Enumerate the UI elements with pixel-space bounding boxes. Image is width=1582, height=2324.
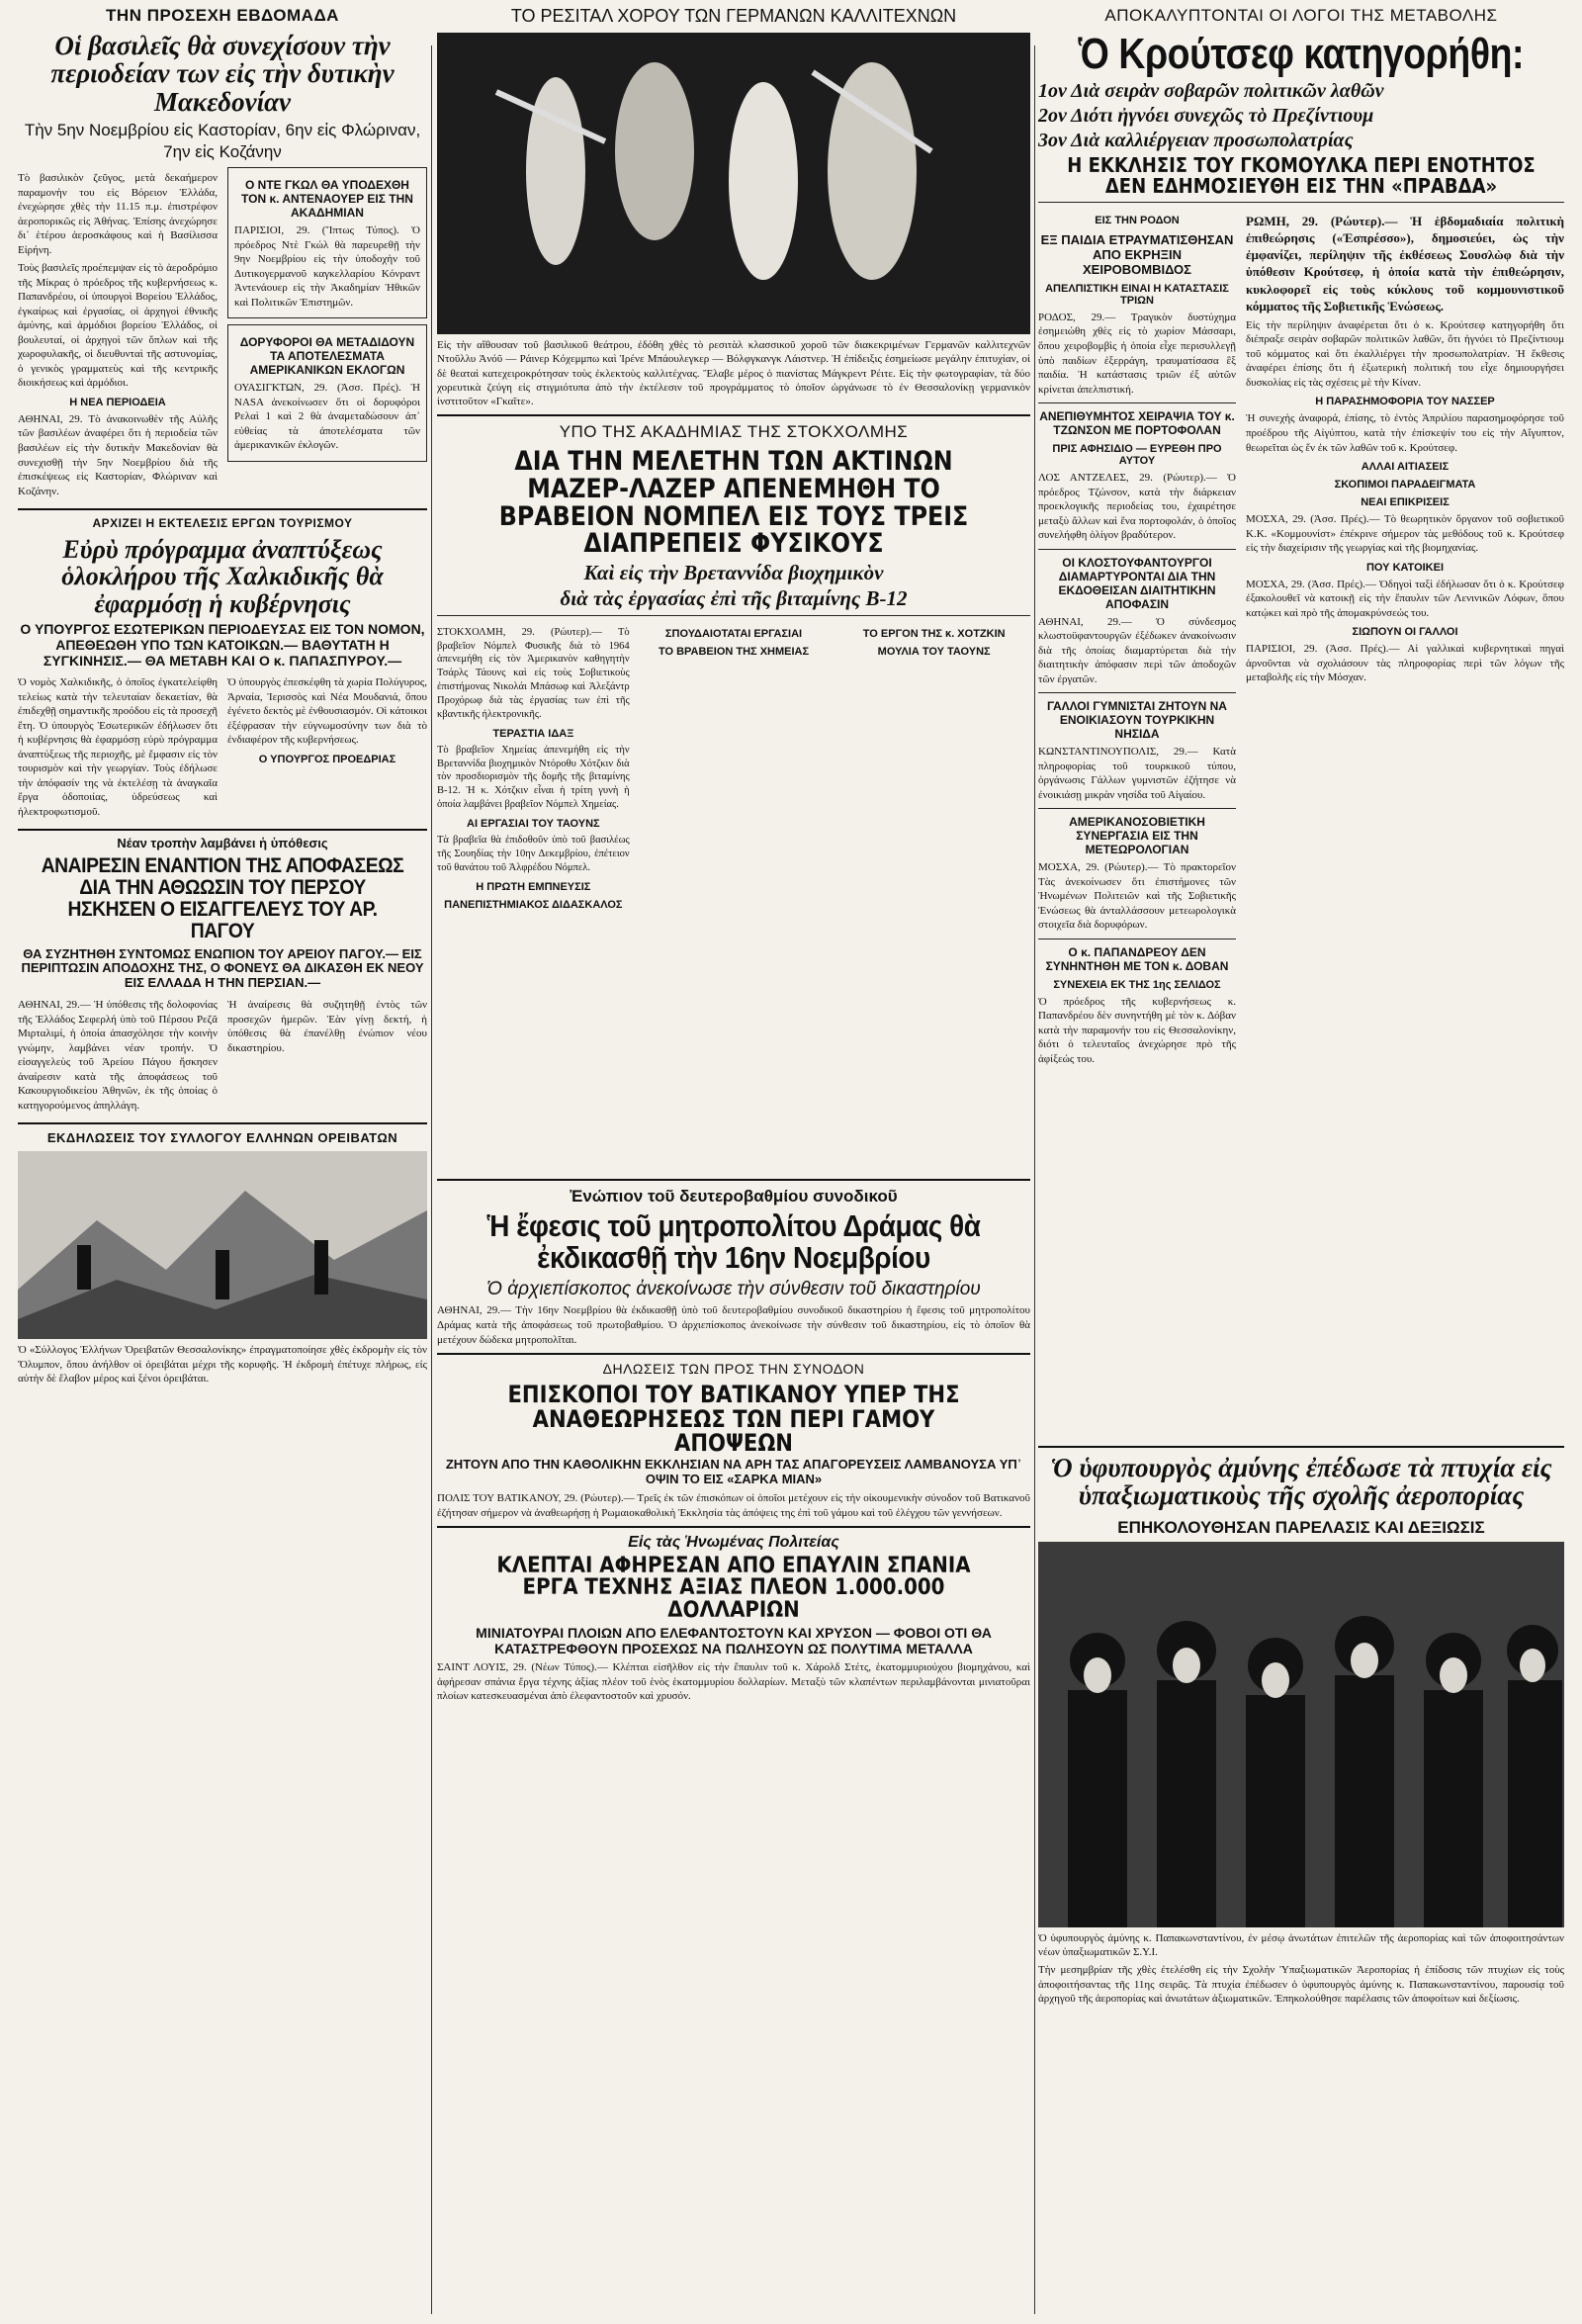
rhodes-title: ΕΙΣ ΤΗΝ ΡΟΔΟΝ [1095,214,1180,226]
residence-text: ΜΟΣΧΑ, 29. (Ἀσσ. Πρές).— Ὁδηγοὶ ταξὶ ἐδήλωσαν ὅτι ὁ κ. Κρούτσεφ ἐξακολουθεῖ νὰ κατοικῇ εἰς τὴν ἔπαυλιν τῶν Λενινικῶν Λόφων, ὅπου κατῴκει καὶ πρὸ τῆς ἀπομακρύνσεώς του. [1246,578,1564,619]
khrushchev-section-title: Η ΠΑΡΑΣΗΜΟΦΟΡΙΑ ΤΟΥ ΝΑΣΣΕΡ [1315,396,1495,408]
theft-kicker: Εἰς τὰς Ἡνωμένας Πολιτείας [628,1534,839,1552]
nobel-text-1: ΣΤΟΚΧΟΛΜΗ, 29. (Ρώυτερ).— Τὸ βραβεῖον Νόμπελ Φυσικῆς διὰ τὸ 1964 ἀπενεμήθη εἰς τὸν Ἀμερικανὸν καθηγητὴν Τσάρλς Τάουνς καὶ εἰς τοὺς Σοβιετικοὺς ἐπιστήμονας Νικολάι Μπάσωφ καὶ Ἀλεξάντρ Προχόρωφ διὰ τὰς ἐργασίας των ἐπὶ τῆς κβαντικῆς ἠλεκτρονικῆς. [437,626,630,720]
khrushchev-section-title: ΣΙΩΠΟΥΝ ΟΙ ΓΑΛΛΟΙ [1352,626,1458,639]
johnson-title: ΑΝΕΠΙΘΥΜΗΤΟΣ ΧΕΙΡΑΨΙΑ ΤΟΥ κ. ΤΖΩΝΣΟΝ ΜΕ ΠΟΡΤΟΦΟΛΑΝ [1039,409,1235,438]
gomulka-deck: Η ΕΚΚΛΗΣΙΣ ΤΟΥ ΓΚΟΜΟΥΛΚΑ ΠΕΡΙ ΕΝΟΤΗΤΟΣ ΔΕΝ ΕΔΗΜΟΣΙΕΥΘΗ ΕΙΣ ΤΗΝ «ΠΡΑΒΔΑ» [1067,153,1536,198]
khrushchev-kicker: ΑΠΟΚΑΛΥΠΤΟΝΤΑΙ ΟΙ ΛΟΓΟΙ ΤΗΣ ΜΕΤΑΒΟΛΗΣ [1104,6,1498,25]
khrushchev-lead: ΡΩΜΗ, 29. (Ρώυτερ).— Ἡ ἑβδομαδιαία πολιτικὴ ἐπιθεώρησις («Ἐσπρέσσο»), δημοσιεύει, ὡς τὴν ἐμφανίζει, περίληψιν τῆς ἐκθέσεως Σουσλὼφ διὰ τὴν ὑπόθεσιν Κρούτσεφ, ἡ ὁποία κατὰ τὴν ἐπιθεώρησιν, κυκλοφορεῖ εἰς τοὺς κύκλους τοῦ κομμουνιστικοῦ κόμματος τῆς Σοβιετικῆς Ἑνώσεως. [1246,213,1564,313]
meteorology-text: ΜΟΣΧΑ, 29. (Ρώυτερ).— Τὸ πρακτορεῖον Τὰς ἀνεκοίνωσεν ὅτι ἐπιστήμονες τῶν Ἡνωμένων Πολιτειῶν καὶ τῆς Σοβιετικῆς Ἑνώσεως θὰ ἀνταλλάσσουν μετεωρολογικὰ στοιχεῖα διὰ δορυφόρων. [1038,861,1236,932]
vatican-kicker: ΔΗΛΩΣΕΙΣ ΤΩΝ ΠΡΟΣ ΤΗΝ ΣΥΝΟΔΟΝ [602,1361,865,1378]
vatican-headline: ΕΠΙΣΚΟΠΟΙ ΤΟΥ ΒΑΤΙΚΑΝΟΥ ΥΠΕΡ ΤΗΣ ΑΝΑΘΕΩΡΗΣΕΩΣ ΤΩΝ ΠΕΡΙ ΓΑΜΟΥ ΑΠΟΨΕΩΝ [507,1381,960,1457]
textile-title: ΟΙ ΚΛΟΣΤΟΥΦΑΝΤΟΥΡΓΟΙ ΔΙΑΜΑΡΤΥΡΟΝΤΑΙ ΔΙΑ ΤΗΝ ΕΚΔΟΘΕΙΣΑΝ ΔΙΑΙΤΗΤΙΚΗΝ ΑΠΟΦΑΣΙΝ [1058,555,1216,611]
chalkidiki-text: Ὁ νομὸς Χαλκιδικῆς, ὁ ὁποῖος ἐγκατελείφθη τελείως κατὰ τὴν τελευταίαν δεκαετίαν, θὰ ἐπιδεχθῇ σημαντικῆς προόδου εἰς τὰ προσεχῆ ἔτη. Ὁ ὑπουργὸς Ἐσωτερικῶν ἐδήλωσεν ὅτι ἡ κυβέρνησις θὰ ἐφαρμόσῃ εὐρὺ πρόγραμμα ἀναπτύξεως τῆς περιοχῆς, μὲ ἔμφασιν εἰς τὸν τουρισμὸν καὶ τὴν γεωργίαν. Τοὺς ἐδήλωσε τὴν ἀπόφασίν της νὰ ἐκτελέσῃ τὰ ἀναγκαῖα ἔργα ὁδοποιίας, ὑδρεύσεως καὶ ἡλεκτροφωτισμοῦ. [18,676,218,818]
column-rule [431,45,432,2314]
papandreou-text: Ὁ πρόεδρος τῆς κυβερνήσεως κ. Παπανδρέου δὲν συνηντήθη μὲ τὸν κ. Δόβαν κατὰ τὴν παραμονήν του εἰς Θεσσαλονίκην, διότι ὁ τελευταῖος ἀνεχώρησε πρὸ τῆς ἀφίξεώς του. [1038,995,1236,1065]
johnson-text: ΛΟΣ ΑΝΤΖΕΛΕΣ, 29. (Ρώυτερ).— Ὁ πρόεδρος Τζώνσον, κατὰ τὴν διάρκειαν προεκλογικῆς περιοδείας του, ἐχαιρέτησε μεταξὺ ἄλλων καὶ ἕνα πορτοφολάν, ὁ ὁποῖος συνελήφθη ὀλίγον βραδύτερον. [1038,472,1236,542]
nudists-title: ΓΑΛΛΟΙ ΓΥΜΝΙΣΤΑΙ ΖΗΤΟΥΝ ΝΑ ΕΝΟΙΚΙΑΣΟΥΝ ΤΟΥΡΚΙΚΗΝ ΝΗΣΙΔΑ [1047,699,1227,742]
air-force-block [1038,1440,1564,2011]
nobel-headline: ΔΙΑ ΤΗΝ ΜΕΛΕΤΗΝ ΤΩΝ ΑΚΤΙΝΩΝ ΜΑΖΕΡ-ΛΑΖΕΡ ΑΠΕΝΕΜΗΘΗ ΤΟ ΒΡΑΒΕΙΟΝ ΝΟΜΠΕΛ ΕΙΣ ΤΟΥΣ ΤΡΕΙΣ ΔΙΑΠΡΕΠΕΙΣ ΦΥΣΙΚΟΥΣ [498,446,969,560]
chalkidiki-headline: Εὐρὺ πρόγραμμα ἀναπτύξεως ὁλοκλήρου τῆς Χαλκιδικῆς θὰ ἐφαρμόσῃ ἡ κυβέρνησις [61,535,384,618]
center-column [437,6,1030,1703]
synod-kicker: Ἐνώπιον τοῦ δευτεροβαθμίου συνοδικοῦ [570,1187,898,1206]
chalkidiki-text-2: Ὁ ὑπουργὸς ἐπεσκέφθη τὰ χωρία Πολύγυρος, Ἀρναία, Ἱερισσὸς καὶ Νέα Μουδανιά, ὅπου ἐγένετο δεκτὸς μὲ ἐνθουσιασμόν. Οἱ κάτοικοι ἐξέφρασαν τὴν εὐγνωμοσύνην των διὰ τὸ ἐνδιαφέρον τῆς κυβερνήσεως. [227,676,427,747]
air-force-band: ΕΠΗΚΟΛΟΥΘΗΣΑΝ ΠΑΡΕΛΑΣΙΣ ΚΑΙ ΔΕΞΙΩΣΙΣ [1117,1517,1485,1537]
nasser-text: Ἡ συνεχὴς ἀναφορά, ἐπίσης, τὸ ἐντὸς Ἀπριλίου παρασημοφόρησε τοῦ προέδρου τῆς Αἰγύπτου, κατὰ τὴν ἐπίσκεψίν του εἰς τὴν Αἴγυπτον, θεωρεῖται ὡς ἕν ἐκ τῶν λαθῶν τοῦ κ. Κρούτσεφ. [1246,412,1564,454]
appeal-text: ΑΘΗΝΑΙ, 29.— Ἡ ὑπόθεσις τῆς δολοφονίας τῆς Ἑλλάδος Σεφερλή ὑπὸ τοῦ Πέρσου Ρεζᾶ Μιρταλιμί, ἡ ὁποία ἀπασχόλησε τὴν κοινὴν γνώμην, λαμβάνει νέαν τροπήν. Ὁ εἰσαγγελεὺς τοῦ Ἀρείου Πάγου ἤσκησεν ἀναίρεσιν κατὰ τῆς ἀποφάσεως τοῦ Κακουργιοδικείου Ἀθηνῶν, ἐκ τῆς ὁποίας ὁ κατηγορούμενος ἀπηλλάγη. [18,999,218,1112]
satellites-text: ΟΥΑΣΙΓΚΤΩΝ, 29. (Ἀσσ. Πρές). Ἡ NASA ἀνεκοίνωσεν ὅτι οἱ δορυφόροι Ρελαὶ 1 καὶ 2 θὰ ἀναμεταδώσουν ἀπ᾽ εὐθείας τὰ ἀποτελέσματα τῶν ἀμερικανικῶν ἐκλογῶν. [234,382,420,452]
nudists-text: ΚΩΝΣΤΑΝΤΙΝΟΥΠΟΛΙΣ, 29.— Κατὰ πληροφορίας τοῦ τουρκικοῦ τύπου, ὀργάνωσις Γάλλων γυμνιστῶν ἐζήτησε νὰ ἐνοικιάσῃ μικρὰν νησίδα τοῦ Αἰγαίου. [1038,746,1236,801]
khrushchev-charge-2: 2ον Διότι ἠγνόει συνεχῶς τὸ Πρεζίντιουμ [1038,105,1374,128]
nobel-section-title: ΤΟ ΒΡΑΒΕΙΟΝ ΤΗΣ ΧΗΜΕΙΑΣ [658,645,810,658]
climbers-text: Ὁ «Σύλλογος Ἑλλήνων Ὀρειβατῶν Θεσσαλονίκης» ἐπραγματοποίησε χθὲς ἐκδρομὴν εἰς τὸν Ὄλυμπον, ὅπου ἀνήλθον οἱ ὀρειβάται μέχρι τῆς κορυφῆς. Ἡ ἐκδρομὴ ἐπέτυχε πλήρως, εἰς αὐτὴν δὲ ἔλαβον μέρος καὶ ξένοι ὀρειβάται. [18,1344,427,1385]
chalkidiki-kicker: ΑΡΧΙΖΕΙ Η ΕΚΤΕΛΕΣΙΣ ΕΡΓΩΝ ΤΟΥΡΙΣΜΟΥ [92,516,353,531]
air-force-headline: Ὁ ὑφυπουργὸς ἀμύνης ἐπέδωσε τὰ πτυχία εἰς ὑπαξιωματικοὺς τῆς σχολῆς ἀεροπορίας [1050,1453,1552,1511]
dance-photo-caption: Εἰς τὴν αἴθουσαν τοῦ βασιλικοῦ θεάτρου, ἐδόθη χθὲς τὸ ρεσιτὰλ κλασσικοῦ χοροῦ τῶν διακεκριμένων Γερμανῶν καλλιτεχνῶν Ντοῦλλυ Ἀνόῦ — Ράινερ Κόχεμμπω καὶ Ἰρένε Μπάουλεγκερ — Βόλφγκανγκ Λάιστνερ. Ἡ ἐπίδειξις ἐσημείωσε μεγάλην ἐπιτυχίαν, οἱ δὲ θεαταὶ κατεχειροκρότησαν τοὺς ἐκλεκτοὺς καλλιτέχνας. Ἔλαβε μέρος ὁ πιανίστας Μάγκρεντ Ρέιτε. Εἰς τὴν φωτογραφίαν, τὰ δύο χορευτικὰ ζεύγη εἰς στιγμιότυπα ἀπὸ τὴν ἐκτέλεσιν τοῦ προγράμματος τὸ ὁποῖον ὠργάνωσε τὸ ἐν Θεσσαλονίκῃ γερμανικὸν ἰνστιτοῦτον «Γκαῖτε». [437,339,1030,408]
synod-text: ΑΘΗΝΑΙ, 29.— Τὴν 16ην Νοεμβρίου θὰ ἐκδικασθῇ ὑπὸ τοῦ δευτεροβαθμίου συνοδικοῦ δικαστηρίου ἡ ἔφεσις τοῦ μητροπολίτου Δράμας κατὰ τῆς ἀποφάσεως τοῦ πρωτοβαθμίου. Ὁ ἀρχιεπίσκοπος ἀνεκοίνωσε τὴν σύνθεσιν τοῦ δικαστηρίου, εἰς τὸ ὁποῖον θὰ μετέχουν δώδεκα μητροπολῖται. [437,1304,1030,1346]
de-gaulle-text: ΠΑΡΙΣΙΟΙ, 29. (Ἴπτως Τύπος). Ὁ πρόεδρος Ντὲ Γκώλ θὰ παρευρεθῇ τὴν 9ην Νοεμβρίου εἰς τὴν ὑποδοχὴν τοῦ Δυτικογερμανοῦ καγκελλαρίου Κόνραντ Ἀντενάουερ εἰς τὴν Ἀκαδημίαν Ἠθικῶν καὶ Πολιτικῶν Ἐπιστημῶν. [234,224,420,309]
khrushchev-charge-3: 3ον Διὰ καλλιέργειαν προσωπολατρίας [1038,130,1354,152]
theft-text: ΣΑΙΝΤ ΛΟΥΙΣ, 29. (Νέων Τύπος).— Κλέπται εἰσῆλθον εἰς τὴν ἔπαυλιν τοῦ κ. Χάρολδ Στέτς, ἑκατομμυριούχου βιομηχάνου, καὶ ἀφήρεσαν σπάνια ἔργα τέχνης ἀξίας πλέον τοῦ ἑνὸς ἑκατομμυρίου δολλαρίων. Μεταξὺ τῶν κλαπέντων περιλαμβάνονται μινιατοῦραι πλοίων κατεσκευασμέναι ἀπὸ ἐλεφαντοστοῦν καὶ χρυσόν. [437,1661,1030,1703]
nobel-section-title: Η ΠΡΩΤΗ ΕΜΠΝΕΥΣΙΣ [476,880,591,893]
nobel-subhead-1: Καὶ εἰς τὴν Βρεταννίδα βιοχημικὸν [583,560,884,584]
dance-photo [437,33,1030,334]
appeal-subhead: ΘΑ ΣΥΖΗΤΗΘΗ ΣΥΝΤΟΜΩΣ ΕΝΩΠΙΟΝ ΤΟΥ ΑΡΕΙΟΥ ΠΑΓΟΥ.— ΕΙΣ ΠΕΡΙΠΤΩΣΙΝ ΑΠΟΔΟΧΗΣ ΤΗΣ, Ο ΦΟΝΕΥΣ ΘΑ ΔΙΚΑΣΘΗ ΕΚ ΝΕΟΥ ΕΙΣ ΕΛΛΑΔΑ Η ΤΗΝ ΠΕΡΣΙΑΝ.— [21,945,424,991]
royal-tour-section-text: ΑΘΗΝΑΙ, 29. Τὸ ἀνακοινωθὲν τῆς Αὐλῆς τῶν βασιλέων ἀναφέρει ὅτι ἡ περιοδεία τῶν βασιλέων εἰς τὴν δυτικὴν Μακεδονίαν θὰ συνεχισθῇ τὴν 5ην Νοεμβρίου διὰ τῆς ἐπισκέψεως εἰς Καστορίαν, Φλώριναν καὶ Κοζάνην. [18,412,218,497]
royal-tour-section-title: Η ΝΕΑ ΠΕΡΙΟΔΕΙΑ [69,396,166,408]
textile-text: ΑΘΗΝΑΙ, 29.— Ὁ σύνδεσμος κλωστοϋφαντουργῶν ἐξέδωκεν ἀνακοίνωσιν διὰ τῆς ὁποίας διαμαρτύρεται διὰ τὴν διαιτητικὴν ἀπόφασιν περὶ τῶν ἀποδοχῶν τῶν ἐργατῶν. [1038,615,1236,685]
left-column [18,6,427,1390]
meteorology-title: ΑΜΕΡΙΚΑΝΟΣΟΒΙΕΤΙΚΗ ΣΥΝΕΡΓΑΣΙΑ ΕΙΣ ΤΗΝ ΜΕΤΕΩΡΟΛΟΓΙΑΝ [1069,815,1205,857]
chalkidiki-section-title: Ο ΥΠΟΥΡΓΟΣ ΠΡΟΕΔΡΙΑΣ [258,753,396,765]
rhodes-headline: ΕΞ ΠΑΙΔΙΑ ΕΤΡΑΥΜΑΤΙΣΘΗΣΑΝ ΑΠΟ ΕΚΡΗΞΙΝ ΧΕΙΡΟΒΟΜΒΙΔΟΣ [1040,231,1234,277]
theft-subhead: ΜΙΝΙΑΤΟΥΡΑΙ ΠΛΟΙΩΝ ΑΠΟ ΕΛΕΦΑΝΤΟΣΤΟΥΝ ΚΑΙ ΧΡΥΣΟΝ — ΦΟΒΟΙ ΟΤΙ ΘΑ ΚΑΤΑΣΤΡΕΦΘΟΥΝ ΠΡΟΣΕΧΩΣ ΝΑ ΠΩΛΗΣΟΥΝ ΩΣ ΠΟΛΥΤΙΜΑ ΜΕΤΑΛΛΑ [476,1625,992,1657]
khrushchev-section-title: ΣΚΟΠΙΜΟΙ ΠΑΡΑΔΕΙΓΜΑΤΑ [1334,479,1476,492]
nobel-section-title: ΤΕΡΑΣΤΙΑ ΙΔΑΞ [492,727,574,740]
theft-headline: ΚΛΕΠΤΑΙ ΑΦΗΡΕΣΑΝ ΑΠΟ ΕΠΑΥΛΙΝ ΣΠΑΝΙΑ ΕΡΓΑ ΤΕΧΝΗΣ ΑΞΙΑΣ ΠΛΕΟΝ 1.000.000 ΔΟΛΛΑΡΙΩΝ [496,1553,971,1623]
nobel-section-title: ΜΟΥΛΙΑ ΤΟΥ ΤΑΟΥΝΣ [877,645,991,658]
air-force-text: Τὴν μεσημβρίαν τῆς χθὲς ἐτελέσθη εἰς τὴν Σχολὴν Ὑπαξιωματικῶν Ἀεροπορίας ἡ ἐπίδοσις τῶν πτυχίων εἰς τοὺς ἀποφοιτήσαντας τῆς 11ης σειρᾶς. Τὰ πτυχία ἐπέδωσεν ὁ ὑφυπουργὸς ἀμύνης κ. Παπακωνσταντίνου, παρουσίᾳ τοῦ ἀρχηγοῦ τῆς ἀεροπορίας καὶ ἀνωτάτων ἀξιωματικῶν. Ἐπηκολούθησε παρέλασις τῶν ἀποφοίτων καὶ δεξίωσις. [1038,1964,1564,2006]
rhodes-section-title: ΑΠΕΛΠΙΣΤΙΚΗ ΕΙΝΑΙ Η ΚΑΤΑΣΤΑΣΙΣ ΤΡΙΩΝ [1045,282,1229,307]
french-silence-text: ΠΑΡΙΣΙΟΙ, 29. (Ἀσσ. Πρές).— Αἱ γαλλικαὶ κυβερνητικαὶ πηγαὶ ἀρνοῦνται νὰ σχολιάσουν τὰς πληροφορίας περὶ τῶν λόγων τῆς μεταβολῆς εἰς τὴν Μόσχαν. [1246,643,1564,684]
papandreou-subhead: ΣΥΝΕΧΕΙΑ ΕΚ ΤΗΣ 1ης ΣΕΛΙΔΟΣ [1053,978,1221,991]
royal-tour-kicker: ΤΗΝ ΠΡΟΣΕΧΗ ΕΒΔΟΜΑΔΑ [106,6,339,25]
appeal-headline: ΑΝΑΙΡΕΣΙΝ ΕΝΑΝΤΙΟΝ ΤΗΣ ΑΠΟΦΑΣΕΩΣ ΔΙΑ ΤΗΝ ΑΘΩΩΣΙΝ ΤΟΥ ΠΕΡΣΟΥ ΗΣΚΗΣΕΝ Ο ΕΙΣΑΓΓΕΛΕΥΣ ΤΟΥ ΑΡ. ΠΑΓΟΥ [41,854,404,943]
johnson-subhead: ΠΡΙΣ ΑΦΗΣΙΔΙΟ — ΕΥΡΕΘΗ ΠΡΟ ΑΥΤΟΥ [1052,443,1222,468]
nobel-text-2: Τὸ βραβεῖον Χημείας ἀπενεμήθη εἰς τὴν Βρεταννίδα βιοχημικὸν Ντόροθυ Χότζκιν διὰ τὸν προσδιορισμὸν τῆς δομῆς τῆς βιταμίνης Β-12. Ἡ κ. Χότζκιν εἶναι ἡ τρίτη γυνὴ ἡ ὁποία λαμβάνει βραβεῖον Νόμπελ Χημείας. [437,744,630,811]
satellites-title: ΔΟΡΥΦΟΡΟΙ ΘΑ ΜΕΤΑΔΙΔΟΥΝ ΤΑ ΑΠΟΤΕΛΕΣΜΑΤΑ ΑΜΕΡΙΚΑΝΙΚΩΝ ΕΚΛΟΓΩΝ [239,335,415,378]
khrushchev-text: Εἰς τὴν περίληψιν ἀναφέρεται ὅτι ὁ κ. Κρούτσεφ κατηγορήθη ὅτι διέπραξε σειρὰν σοβαρῶν πολιτικῶν λαθῶν, ὅτι ἠγνόει τὸ Πρεζίντιουμ τοῦ κόμματος καὶ ὅτι ἐκαλλιέργει τὴν προσωπολατρίαν. Ἡ ἔκθεσις ἀναφέρει ἐπίσης ὅτι ἡ ἐξωτερικὴ πολιτική του εἶχε δημιουργήσει δυσκολίας εἰς τὰς σχέσεις μὲ τὴν Κίναν. [1246,318,1564,389]
appeal-text-2: Ἡ ἀναίρεσις θὰ συζητηθῇ ἐντὸς τῶν προσεχῶν ἡμερῶν. Ἐὰν γίνῃ δεκτή, ἡ ὑπόθεσις θὰ ἐπανέλθῃ ἐνώπιον νέου δικαστηρίου. [227,999,427,1054]
nobel-kicker: ΥΠΟ ΤΗΣ ΑΚΑΔΗΜΙΑΣ ΤΗΣ ΣΤΟΚΧΟΛΜΗΣ [559,422,909,442]
rhodes-text: ΡΟΔΟΣ, 29.— Τραγικὸν δυστύχημα ἐσημειώθη χθὲς εἰς τὸ χωρίον Μάσσαρι, ὅπου χειροβομβὶς ἡ ὁποία εἶχε περισυλλεγῇ ὑπὸ παιδίων ἐξερράγη, τραυματίσασα ἓξ παιδία. Ἡ κατάστασις τριῶν ἐξ αὐτῶν κρίνεται ἀπελπιστική. [1038,311,1236,396]
air-force-photo [1038,1542,1564,1927]
nobel-section-title: ΣΠΟΥΔΑΙΟΤΑΤΑΙ ΕΡΓΑΣΙΑΙ [664,627,803,640]
climbers-title: ΕΚΔΗΛΩΣΕΙΣ ΤΟΥ ΣΥΛΛΟΓΟΥ ΕΛΛΗΝΩΝ ΟΡΕΙΒΑΤΩΝ [46,1130,398,1146]
vatican-subhead: ΖΗΤΟΥΝ ΑΠΟ ΤΗΝ ΚΑΘΟΛΙΚΗΝ ΕΚΚΛΗΣΙΑΝ ΝΑ ΑΡΗ ΤΑΣ ΑΠΑΓΟΡΕΥΣΕΙΣ ΛΑΜΒΑΝΟΥΣΑ ΥΠ᾽ ΟΨΙΝ ΤΟ ΕΙΣ «ΣΑΡΚΑ ΜΙΑΝ» [445,1457,1022,1487]
khrushchev-section-title: ΝΕΑΙ ΕΠΙΚΡΙΣΕΙΣ [1361,496,1450,509]
nobel-section-title: ΤΟ ΕΡΓΟΝ ΤΗΣ κ. ΧΟΤΖΚΙΝ [862,627,1006,640]
de-gaulle-box [227,167,427,318]
khrushchev-charge-1: 1ον Διὰ σειρὰν σοβαρῶν πολιτικῶν λαθῶν [1038,80,1384,103]
royal-tour-headline: Οἱ βασιλεῖς θὰ συνεχίσουν τὴν περιοδείαν των εἰς τὴν δυτικὴν Μακεδονίαν [50,31,395,117]
de-gaulle-title: Ο ΝΤΕ ΓΚΩΛ ΘΑ ΥΠΟΔΕΧΘΗ ΤΟΝ κ. ΑΝΤΕΝΑΟΥΕΡ ΕΙΣ ΤΗΝ ΑΚΑΔΗΜΙΑΝ [241,178,413,221]
khrushchev-headline: Ὁ Κρούτσεφ κατηγορήθη: [1078,30,1525,78]
royal-tour-subhead: Τὴν 5ην Νοεμβρίου εἰς Καστορίαν, 6ην εἰς Φλώριναν, 7ην εἰς Κοζάνην [24,121,421,162]
vatican-text: ΠΟΛΙΣ ΤΟΥ ΒΑΤΙΚΑΝΟΥ, 29. (Ρώυτερ).— Τρεῖς ἐκ τῶν ἐπισκόπων οἱ ὁποῖοι μετέχουν εἰς τὴν οἰκουμενικὴν σύνοδον τοῦ Βατικανοῦ ἐζήτησαν σήμερον νὰ ἀναθεωρήσῃ ἡ Ρωμαιοκαθολικὴ Ἐκκλησία τὰς ἀπόψεις της ἐπὶ τοῦ γάμου καὶ τοῦ ἐλέγχου τῶν γεννήσεων. [437,1492,1030,1519]
synod-subhead: Ὁ ἀρχιεπίσκοπος ἀνεκοίνωσε τὴν σύνθεσιν τοῦ δικαστηρίου [486,1278,981,1299]
nobel-section-title: ΑΙ ΕΡΓΑΣΙΑΙ ΤΟΥ ΤΑΟΥΝΣ [467,818,600,831]
nobel-subhead-2: διὰ τὰς ἐργασίας ἐπὶ τῆς βιταμίνης Β-12 [560,585,908,610]
khrushchev-section-title: ΠΟΥ ΚΑΤΟΙΚΕΙ [1365,561,1445,574]
royal-tour-text-2: Τοὺς βασιλεῖς προέπεμψαν εἰς τὸ ἀεροδρόμιο τῆς Μίκρας ὁ πρόεδρος τῆς κυβερνήσεως κ. Παπανδρέου, οἱ ὑπουργοὶ Βορείου Ἑλλάδος, ἐγκαίρως καὶ ἐργασίας, οἱ ἀρχηγοὶ ἐθνικῆς ἀμύνης, καὶ ἀρμόδιοι βορείου Ἑλλάδος, οἱ βουλευταί, οἱ ἀρχηγοὶ τῶν ὅπλων καὶ τῆς χωροφυλακῆς, οἱ διευθυνταὶ τῆς αστυνομίας, ὁ γενικὸς γραμματεὺς καὶ τῆς κεντρικῆς διοικήσεως καὶ ἀρμόδιοι. [18,262,218,390]
nobel-section-title: ΠΑΝΕΠΙΣΤΗΜΙΑΚΟΣ ΔΙΔΑΣΚΑΛΟΣ [444,898,623,911]
dance-photo-title: ΤΟ ΡΕΣΙΤΑΛ ΧΟΡΟΥ ΤΩΝ ΓΕΡΜΑΝΩΝ ΚΑΛΛΙΤΕΧΝΩΝ [510,6,957,26]
new-criticism-text: ΜΟΣΧΑ, 29. (Ἀσσ. Πρές).— Τὸ θεωρητικὸν ὄργανον τοῦ σοβιετικοῦ Κ.Κ. «Κομμουνίστ» ἐπέκρινε σήμερον τὰς μεθόδους τοῦ κ. Κρούτσεφ εἰς τὴν διαχείρισιν τῆς γεωργίας καὶ τῆς βιομηχανίας. [1246,513,1564,555]
right-column [1038,6,1564,2006]
royal-tour-text: Τὸ βασιλικὸν ζεῦγος, μετὰ δεκαήμερον παραμονὴν του εἰς Βόρειον Ἑλλάδα, ἐνεχώρησε χθὲς τὴν 11.15 π.μ. ἐπιστρέφον ἀεροπορικῶς εἰς Ἀθήνας. Ἐπίσης ἀνεχώρησε δι᾽ ἑτέρου ἀεροσκάφους καὶ ἡ Βασίλισσα Εἰρήνη. [18,172,218,256]
khrushchev-section-title: ΑΛΛΑΙ ΑΙΤΙΑΣΕΙΣ [1361,461,1450,474]
climbers-photo [18,1151,427,1339]
synod-headline: Ἡ ἔφεσις τοῦ μητροπολίτου Δράμας θὰ ἐκδικασθῇ τὴν 16ην Νοεμβρίου [486,1207,981,1276]
satellites-box [227,324,427,462]
nobel-text-3: Τὰ βραβεῖα θὰ ἐπιδοθοῦν ὑπὸ τοῦ βασιλέως τῆς Σουηδίας τὴν 10ην Δεκεμβρίου, ἐπέτειον τοῦ θανάτου τοῦ Ἀλφρέδου Νόμπελ. [437,835,630,873]
column-rule [1034,45,1035,2314]
appeal-kicker: Νέαν τροπὴν λαμβάνει ἡ ὑπόθεσις [117,836,328,851]
chalkidiki-subhead: Ο ΥΠΟΥΡΓΟΣ ΕΣΩΤΕΡΙΚΩΝ ΠΕΡΙΟΔΕΥΣΑΣ ΕΙΣ ΤΟΝ ΝΟΜΟΝ, ΑΠΕΘΕΩΘΗ ΥΠΟ ΤΩΝ ΚΑΤΟΙΚΩΝ.— ΒΑΘΥΤΑΤΗ Η ΣΥΓΚΙΝΗΣΙΣ.— ΘΑ ΜΕΤΑΒΗ ΚΑΙ Ο κ. ΠΑΠΑΣΠΥΡΟΥ.— [20,620,425,670]
papandreou-title: Ο κ. ΠΑΠΑΝΔΡΕΟΥ ΔΕΝ ΣΥΝΗΝΤΗΘΗ ΜΕ ΤΟΝ κ. ΔΟΒΑΝ [1045,944,1229,973]
air-force-caption: Ὁ ὑφυπουργὸς ἀμύνης κ. Παπακωνσταντίνου, ἐν μέσῳ ἀνωτάτων ἐπιτελῶν τῆς ἀεροπορίας καὶ τῶν ἀποφοιτησάντων νέων ὑπαξιωματικῶν Σ.Υ.Ι. [1038,1931,1564,1958]
lower-center-block [437,1173,1030,1708]
